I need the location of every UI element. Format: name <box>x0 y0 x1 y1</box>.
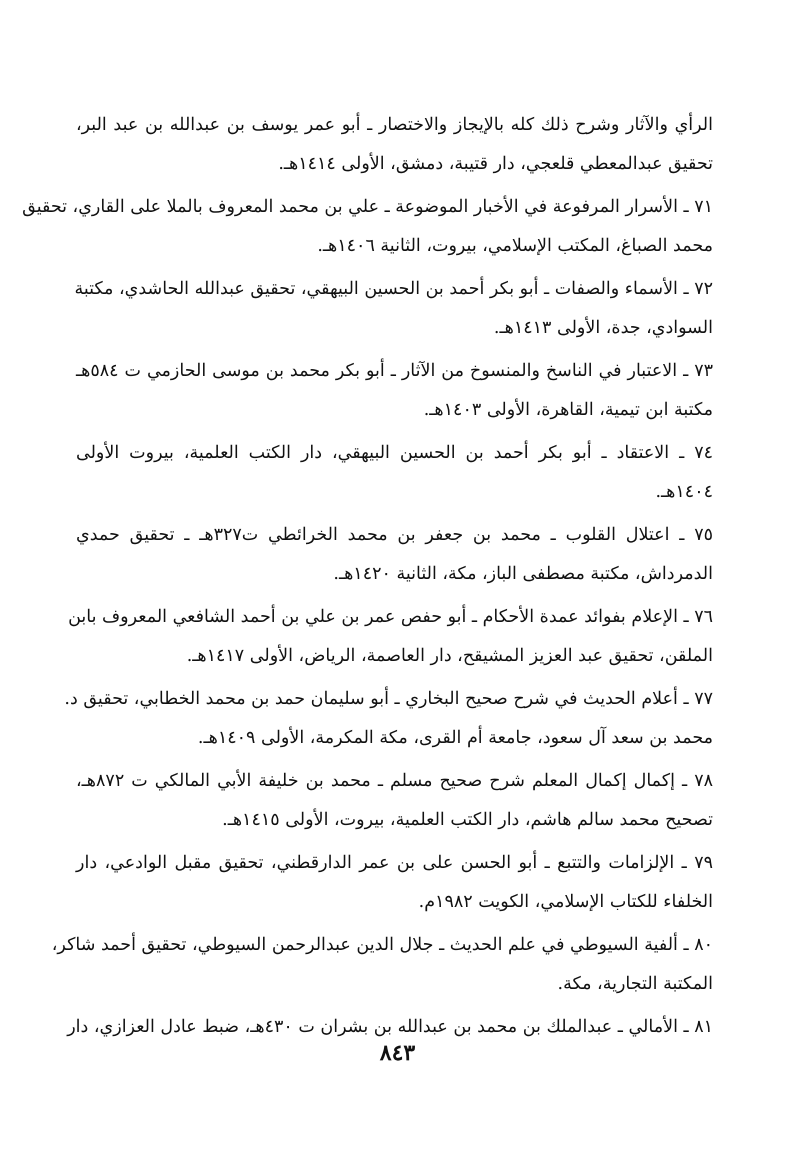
bibliography-entry-78 <box>76 762 713 840</box>
entry-line: السوادي، جدة، الأولى ١٤١٣هـ. <box>493 318 713 338</box>
entry-line: ٨٠ ـ ألفية السيوطي في علم الحديث ـ جلال الدين عبدالرحمن السيوطي، تحقيق أحمد شاكر، <box>51 935 713 955</box>
entry-line: ٧٦ ـ الإعلام بفوائد عمدة الأحكام ـ أبو حفص عمر بن علي بن أحمد الشافعي المعروف بابن <box>68 607 713 627</box>
bibliography-entry-77 <box>64 680 713 758</box>
entry-line: محمد بن سعد آل سعود، جامعة أم القرى، مكة المكرمة، الأولى ١٤٠٩هـ. <box>197 728 713 748</box>
entry-line: ٧٥ ـ اعتلال القلوب ـ محمد بن جعفر بن محمد الخرائطي ت٣٢٧هـ ـ تحقيق حمدي <box>76 525 713 545</box>
entry-line: تحقيق عبدالمعطي قلعجي، دار قتيبة، دمشق، الأولى ١٤١٤هـ. <box>278 154 713 174</box>
bibliography-entry-71 <box>22 188 713 266</box>
bibliography-entry-continued <box>76 106 713 184</box>
entry-line: المكتبة التجارية، مكة. <box>557 974 713 994</box>
entry-line: ١٤٠٤هـ. <box>655 482 713 502</box>
entry-line: ٧٣ ـ الاعتبار في الناسخ والمنسوخ من الآثار ـ أبو بكر محمد بن موسى الحازمي ت ٥٨٤هـ <box>76 361 713 381</box>
entry-line: الدمرداش، مكتبة مصطفى الباز، مكة، الثانية ١٤٢٠هـ. <box>333 564 713 584</box>
entry-line: ٧١ ـ الأسرار المرفوعة في الأخبار الموضوعة ـ علي بن محمد المعروف بالملا على القاري، تحقيق <box>22 197 713 217</box>
entry-line: ٧٧ ـ أعلام الحديث في شرح صحيح البخاري ـ أبو سليمان حمد بن محمد الخطابي، تحقيق د. <box>64 689 713 709</box>
bibliography-entry-72 <box>76 270 713 348</box>
entry-line: ٧٤ ـ الاعتقاد ـ أبو بكر أحمد بن الحسين البيهقي، دار الكتب العلمية، بيروت الأولى <box>76 443 713 463</box>
bibliography-entry-79 <box>76 844 713 922</box>
entry-line: تصحيح محمد سالم هاشم، دار الكتب العلمية، بيروت، الأولى ١٤١٥هـ. <box>222 810 713 830</box>
entry-line: محمد الصباغ، المكتب الإسلامي، بيروت، الثانية ١٤٠٦هـ. <box>317 236 713 256</box>
entry-line: الخلفاء للكتاب الإسلامي، الكويت ١٩٨٢م. <box>418 892 713 912</box>
entry-line: ٨١ ـ الأمالي ـ عبدالملك بن محمد بن عبدالله بن بشران ت ٤٣٠هـ، ضبط عادل العزازي، دار <box>67 1017 713 1037</box>
bibliography-entry-75 <box>76 516 713 594</box>
entry-line: ٧٩ ـ الإلزامات والتتبع ـ أبو الحسن على بن عمر الدارقطني، تحقيق مقبل الوادعي، دار <box>76 853 713 873</box>
entry-line: الرأي والآثار وشرح ذلك كله بالإيجاز والاختصار ـ أبو عمر يوسف بن عبدالله بن عبد البر، <box>76 115 713 135</box>
entry-line: مكتبة ابن تيمية، القاهرة، الأولى ١٤٠٣هـ. <box>423 400 713 420</box>
page-number: ٨٤٣ <box>379 1040 416 1066</box>
bibliography-list <box>22 106 713 1051</box>
entry-line: الملقن، تحقيق عبد العزيز المشيقح، دار العاصمة، الرياض، الأولى ١٤١٧هـ. <box>186 646 713 666</box>
bibliography-entry-76 <box>68 598 713 676</box>
bibliography-entry-73 <box>76 352 713 430</box>
entry-line: ٧٢ ـ الأسماء والصفات ـ أبو بكر أحمد بن الحسين البيهقي، تحقيق عبدالله الحاشدي، مكتبة <box>74 279 713 299</box>
bibliography-entry-74 <box>76 434 713 512</box>
bibliography-entry-80 <box>51 926 713 1004</box>
entry-line: ٧٨ ـ إكمال إكمال المعلم شرح صحيح مسلم ـ محمد بن خليفة الأبي المالكي ت ٨٧٢هـ، <box>76 771 713 791</box>
